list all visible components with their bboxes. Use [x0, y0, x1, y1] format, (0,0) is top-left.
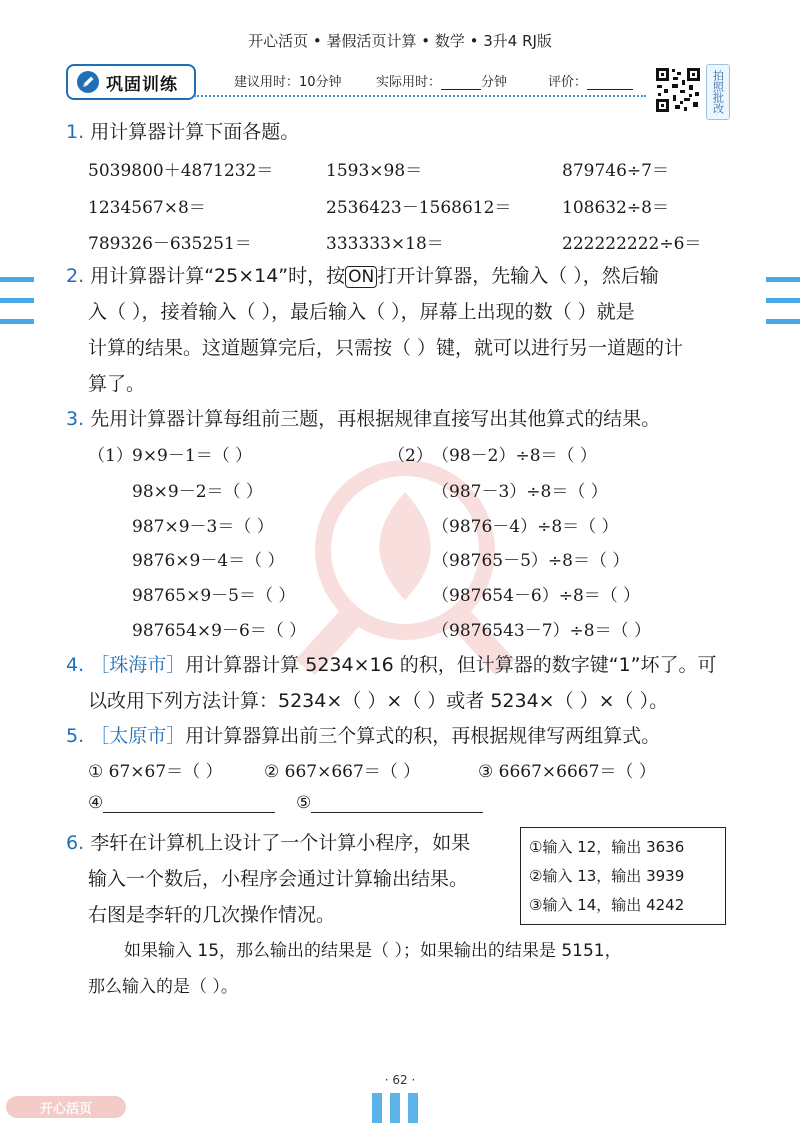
equation: 1234567×8＝	[88, 198, 206, 218]
question-text: 李轩在计算机上设计了一个计算小程序，如果	[90, 832, 471, 854]
section-tag	[66, 64, 196, 100]
side-mark	[766, 319, 800, 324]
question-number: 4.	[66, 654, 85, 676]
equation: 98765×9－5＝（ ）	[132, 586, 296, 606]
evaluation: 评价：	[548, 71, 633, 90]
question-3	[66, 404, 660, 431]
book-title: 开心活页 • 暑假活页计算 • 数学 • 3升4 RJ版	[248, 32, 552, 50]
on-key: ON	[345, 266, 377, 288]
side-mark	[766, 277, 800, 282]
equation: 9876×9－4＝（ ）	[132, 551, 285, 571]
footer-bar	[372, 1093, 382, 1123]
side-mark	[766, 298, 800, 303]
equation: （98765－5）÷8＝（ ）	[432, 551, 630, 571]
side-mark	[0, 277, 34, 282]
question-text: 输入一个数后，小程序会通过计算输出结果。	[88, 868, 469, 890]
question-number: 6.	[66, 832, 85, 854]
page-number: · 62 ·	[384, 1073, 416, 1087]
question-text: 如果输入 15，那么输出的结果是（ ）；如果输出的结果是 5151，	[124, 941, 622, 961]
question-text: 打开计算器，先输入（ ），然后输	[377, 265, 659, 287]
record-line: ①输入 12，输出 3636	[529, 838, 685, 856]
actual-time: 实际用时： 分钟	[376, 75, 508, 90]
city-tag: ［太原市］	[90, 725, 186, 747]
question-number: 1.	[66, 121, 85, 143]
equation: 789326－635251＝	[88, 234, 252, 254]
footer-logo	[6, 1096, 126, 1118]
question-text: 用计算器计算 5234×16 的积，但计算器的数字键“1”坏了。可	[185, 654, 717, 676]
equation: 333333×18＝	[326, 234, 444, 254]
question-text: 计算的结果。这道题算完后，只需按（ ）键，就可以进行另一道题的计	[88, 337, 684, 359]
city-tag: ［珠海市］	[90, 654, 186, 676]
equation: ② 667×667＝（ ）	[264, 762, 421, 782]
question-text: 以改用下列方法计算：5234×（ ）×（ ）或者 5234×（ ）×（ ）。	[88, 690, 669, 712]
question-text: 用计算器算出前三个算式的积，再根据规律写两组算式。	[185, 725, 661, 747]
equation: 987654×9－6＝（ ）	[132, 621, 307, 641]
photo-correct-badge[interactable]: 拍照批改	[706, 64, 730, 120]
question-text: 右图是李轩的几次操作情况。	[88, 904, 336, 926]
section-header	[66, 64, 646, 98]
equation: 1593×98＝	[326, 161, 423, 181]
answer-blank-5: ⑤	[296, 793, 483, 813]
question-text: 用计算器计算下面各题。	[90, 121, 300, 143]
section-tag-label: 巩固训练	[106, 74, 178, 95]
question-text: 先用计算器计算每组前三题，再根据规律直接写出其他算式的结果。	[90, 408, 661, 430]
question-6	[66, 828, 470, 855]
record-line: ③输入 14，输出 4242	[529, 896, 685, 914]
equation: 222222222÷6＝	[562, 234, 702, 254]
answer-blank-4: ④	[88, 793, 275, 813]
equation: 108632÷8＝	[562, 198, 669, 218]
question-number: 2.	[66, 265, 85, 287]
question-5	[66, 721, 660, 748]
footer-bar	[408, 1093, 418, 1123]
side-mark	[0, 298, 34, 303]
equation: 98×9－2＝（ ）	[132, 482, 263, 502]
question-text: 那么输入的是（ ）。	[88, 977, 238, 997]
equation: ① 67×67＝（ ）	[88, 762, 223, 782]
equation: （987－3）÷8＝（ ）	[432, 482, 608, 502]
suggested-time: 建议用时：10分钟	[234, 75, 342, 90]
equation: （987654－6）÷8＝（ ）	[432, 586, 641, 606]
footer-bar	[390, 1093, 400, 1123]
group-label: （1）	[88, 446, 133, 466]
question-4	[66, 650, 717, 677]
footer-logo-text: 开心活页	[39, 1102, 92, 1117]
question-2	[66, 261, 659, 288]
question-1	[66, 117, 299, 144]
program-record-box	[520, 827, 726, 925]
record-line: ②输入 13，输出 3939	[529, 867, 685, 885]
equation: 9×9－1＝（ ）	[132, 446, 253, 466]
question-text: 用计算器计算“25×14”时，按	[90, 265, 346, 287]
question-number: 3.	[66, 408, 85, 430]
equation: （98－2）÷8＝（ ）	[432, 446, 597, 466]
group-label: （2）	[388, 446, 433, 466]
question-text: 入（ ），接着输入（ ），最后输入（ ），屏幕上出现的数（ ）就是	[88, 301, 635, 323]
equation: 2536423－1568612＝	[326, 198, 512, 218]
question-text: 算了。	[88, 373, 146, 395]
equation: ③ 6667×6667＝（ ）	[478, 762, 656, 782]
header-divider	[194, 95, 646, 97]
equation: （9876－4）÷8＝（ ）	[432, 517, 619, 537]
pencil-icon	[76, 70, 100, 94]
question-number: 5.	[66, 725, 85, 747]
side-mark	[0, 319, 34, 324]
qr-code-icon[interactable]	[654, 66, 702, 114]
equation: 5039800＋4871232＝	[88, 161, 274, 181]
equation: （9876543－7）÷8＝（ ）	[432, 621, 651, 641]
equation: 879746÷7＝	[562, 161, 669, 181]
equation: 987×9－3＝（ ）	[132, 517, 274, 537]
